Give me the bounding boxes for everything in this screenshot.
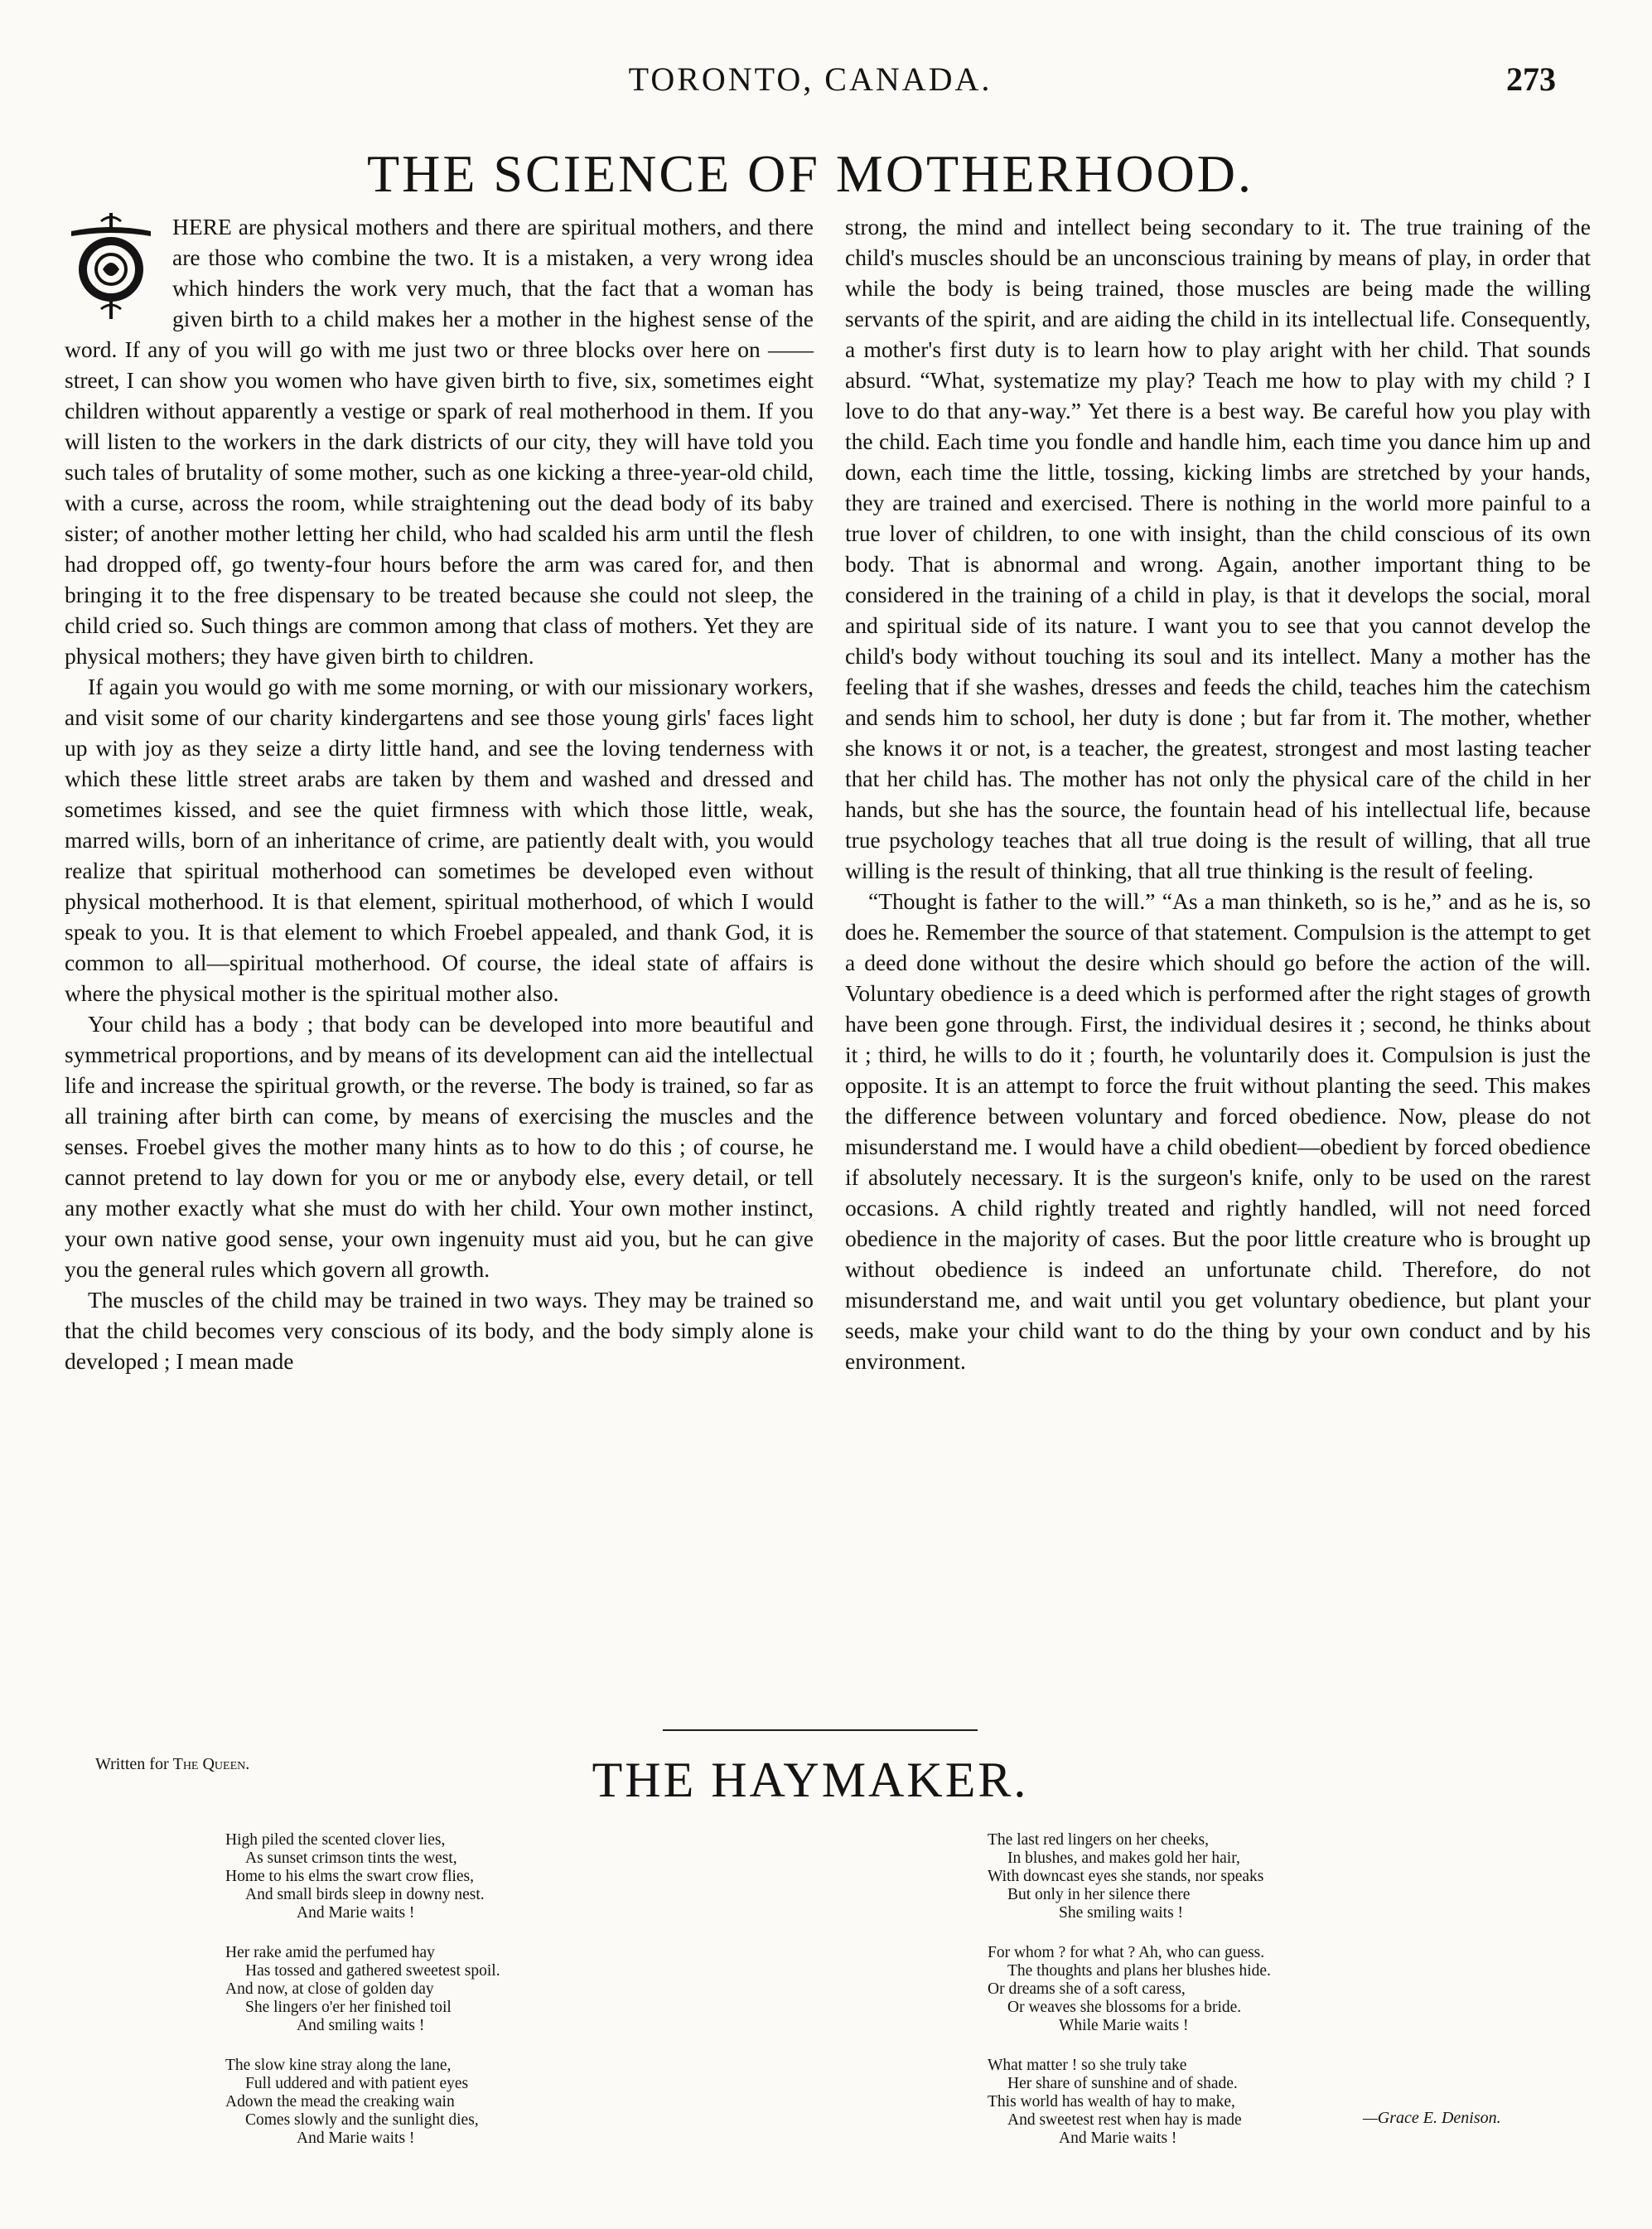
page-number: 273: [1506, 60, 1556, 98]
article-paragraph: “Thought is father to the will.” “As a man thinketh, so is he,” and as he is, so does he. Remember the source of that statement. Compulsion is the attempt to get a deed done without the desire which should go before the action of the will. Voluntary obedience is a deed which is performed after the right stages of growth have been gone through. First, the individual desires it ; second, he thinks about it ; third, he wills to do it ; fourth, he voluntarily does it. Compulsion is just the opposite. It is an attempt to force the fruit without planting the seed. This makes the difference between voluntary and forced obedience. Now, please do not misunderstand me. I would have a child obedient—obedient by forced obedience if absolutely necessary. It is the surgeon's knife, only to be used on the rarest occasions. A child rightly treated and rightly handled, will not need forced obedience in the majority of cases. But the poor little creature who is brought up without obedience is indeed an unfortunate child. Therefore, do not misunderstand me, and wait until you get voluntary obedience, but plant your seeds, make your child want to do the thing by your own conduct and by his environment.: [845, 888, 1591, 1374]
poem-line: And Marie waits !: [297, 2130, 415, 2147]
article-paragraph: Your child has a body ; that body can be developed into more beautiful and symmetrical proportions, and by means of its development can aid the intellectual life and increase the spiritual growth, or the reverse. The body is trained, so far as all training after birth can come, by means of exercising the muscles and the senses. Froebel gives the mother many hints as to how to do this ; of course, he cannot pretend to lay down for you or me or anybody else, every detail, or tell any mother exactly what she must do with her child. Your own mother instinct, your own native good sense, your own ingenuity must aid you, but he can give you the general rules which govern all growth.: [65, 1011, 814, 1282]
ornamental-t-icon: [65, 211, 157, 323]
poem-line: The thoughts and plans her blushes hide.: [1007, 1962, 1271, 1980]
poem-signature: —Grace E. Denison.: [1363, 2109, 1501, 2127]
article-column-left: [65, 211, 814, 1376]
poem-line: While Marie waits !: [1059, 2017, 1189, 2034]
poem-line: But only in her silence there: [1007, 1886, 1191, 1903]
poem-line: And sweetest rest when hay is made: [1007, 2111, 1242, 2129]
poem-line: She lingers o'er her finished toil: [245, 1999, 452, 2016]
poem-line: Comes slowly and the sunlight dies,: [245, 2111, 479, 2129]
poem-line: And Marie waits !: [297, 1904, 415, 1922]
poem-stanza: [225, 1944, 689, 2035]
poem-line: Her rake amid the perfumed hay: [225, 1944, 435, 1961]
poem-line: Has tossed and gathered sweetest spoil.: [245, 1962, 500, 1980]
poem-line: And small birds sleep in downy nest.: [245, 1886, 485, 1903]
poem-line: Home to his elms the swart crow flies,: [225, 1868, 475, 1885]
poem-line: She smiling waits !: [1059, 1904, 1184, 1922]
section-divider: [663, 1729, 978, 1731]
poem-line: Her share of sunshine and of shade.: [1007, 2075, 1238, 2092]
poem-line: Or dreams she of a soft caress,: [988, 1980, 1186, 1998]
poem-line: As sunset crimson tints the west,: [245, 1849, 457, 1867]
written-for-prefix: Written for: [95, 1755, 169, 1773]
ornamental-dropcap: [65, 211, 157, 323]
poem-line: The last red lingers on her cheeks,: [988, 1831, 1209, 1849]
poem-stanza: [225, 2057, 689, 2148]
poem-stanza: [988, 2057, 1452, 2148]
publication-name: The Queen.: [172, 1755, 250, 1773]
poem-line: This world has wealth of hay to make,: [988, 2093, 1235, 2111]
article-paragraph: [65, 211, 814, 671]
poem-column-left: [225, 1831, 689, 2169]
article-column-right: [845, 211, 1591, 1376]
poem-line: Or weaves she blossoms for a bride.: [1007, 1999, 1242, 2016]
poem-line: With downcast eyes she stands, nor speaks: [988, 1868, 1264, 1885]
poem-line: What matter ! so she truly take: [988, 2057, 1187, 2074]
article-paragraph: strong, the mind and intellect being secondary to it. The true training of the child's muscles should be an unconscious training by means of play, in order that while the body is being trained, those muscles are being made the willing servants of the spirit, and are aiding the child in its intellectual life. Consequently, a mother's first duty is to learn how to play aright with her child. That sounds absurd. “What, systematize my play? Teach me how to play with my child ? I love to do that any-way.” Yet there is a best way. Be careful how you play with the child. Each time you fondle and handle him, each time you dance him up and down, each time the little, tossing, kicking limbs are stretched by your hands, they are trained and exercised. There is nothing in the world more painful to a true lover of children, to one with insight, than the child conscious of its own body. That is abnormal and wrong. Again, another important thing to be considered in the training of a child in play, is that it develops the social, moral and spiritual side of its nature. I want you to see that you cannot develop the child's body without touching its soul and its intellect. Many a mother has the feeling that if she washes, dresses and feeds the child, teaches him the catechism and sends him to school, her duty is done ; but far from it. The mother, whether she knows it or not, is a teacher, the greatest, strongest and most lasting teacher that her child has. The mother has not only the physical care of the child in her hands, but she has the source, the fountain head of his intellectual life, because true psychology teaches that all true doing is the result of willing, that all true willing is the result of thinking, that all true thinking is the result of feeling.: [845, 214, 1591, 883]
poem-stanza: [988, 1831, 1452, 1922]
poem-line: Full uddered and with patient eyes: [245, 2075, 469, 2092]
running-header: [65, 58, 1556, 108]
poem-line: The slow kine stray along the lane,: [225, 2057, 452, 2074]
poem-line: High piled the scented clover lies,: [225, 1831, 446, 1849]
poem-title: THE HAYMAKER.: [592, 1753, 1029, 1807]
poem-line: And smiling waits !: [297, 2017, 425, 2034]
paragraph-text: HERE are physical mothers and there are spiritual mothers, and there are those who combine the two. It is a mistaken, a very wrong idea which hinders the work very much, that the fact that a woman has given birth to a child makes her a mother in the highest sense of the word. If any of you will go with me just two or three blocks over here on ——street, I can show you women who have given birth to five, six, sometimes eight children without apparently a vestige or spark of real motherhood in them. If you will listen to the workers in the dark districts of our city, they will have told you such tales of brutality of some mother, such as one kicking a three-year-old child, with a curse, across the room, while straightening out the dead body of its baby sister; of another mother letting her child, who had scalded his arm until the flesh had dropped off, go twenty-four hours before the arm was cared for, and then bringing it to the free dispensary to be treated because she could not sleep, the child cried so. Such things are common among that class of mothers. Yet they are physical mothers; they have given birth to children.: [65, 214, 814, 669]
poem-line: In blushes, and makes gold her hair,: [1007, 1849, 1240, 1867]
article-title: THE SCIENCE OF MOTHERHOOD.: [367, 144, 1253, 203]
poem-line: And now, at close of golden day: [225, 1980, 434, 1998]
article-paragraph: If again you would go with me some morning, or with our missionary workers, and visit some of our charity kindergartens and see those young girls' faces light up with joy as they seize a dirty little hand, and see the loving tenderness with which these little street arabs are taken by them and washed and dressed and sometimes kissed, and see the quiet firmness with which those little, weak, marred wills, born of an inheritance of crime, are patiently dealt with, you would realize that spiritual motherhood can sometimes be developed even without physical motherhood. It is that element, spiritual motherhood, of which I would speak to you. It is that element to which Froebel appealed, and thank God, it is common to all—spiritual motherhood. Of course, the ideal state of affairs is where the physical mother is the spiritual mother also.: [65, 674, 814, 1006]
article-paragraph: The muscles of the child may be trained in two ways. They may be trained so that the child becomes very conscious of its body, and the body simply alone is developed ; I mean made: [65, 1287, 814, 1374]
poem-line: Adown the mead the creaking wain: [225, 2093, 455, 2111]
poem-stanza: [988, 1944, 1452, 2035]
poem-line: For whom ? for what ? Ah, who can guess.: [988, 1944, 1265, 1961]
running-title: TORONTO, CANADA.: [628, 60, 993, 98]
poem-stanza: [225, 1831, 689, 1922]
poem-line: And Marie waits !: [1059, 2130, 1177, 2147]
